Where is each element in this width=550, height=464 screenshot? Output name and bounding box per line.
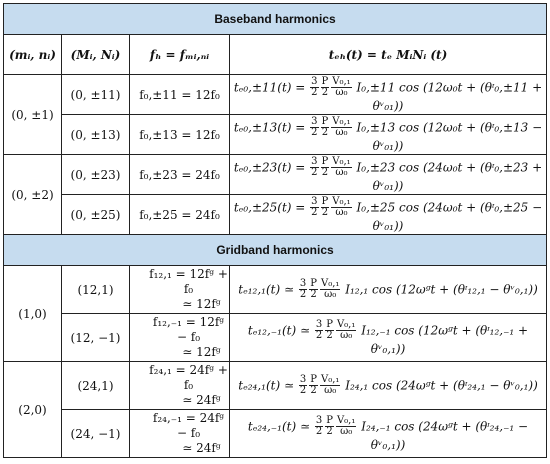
cell-MN: (12, −1) bbox=[62, 314, 130, 362]
cell-fh: f₀,±23 = 24f₀ bbox=[130, 155, 230, 195]
cell-MN: (0, ±11) bbox=[62, 75, 130, 115]
coef-p-2: $\frac{P}{2}$ bbox=[326, 318, 333, 341]
cell-mn: (0, ±2) bbox=[4, 155, 62, 235]
cell-MN: (12,1) bbox=[62, 266, 130, 314]
table-row bbox=[4, 115, 547, 155]
cell-te: tₑ₂₄,₋₁(t) ≃ $\frac{3}{2}$ $\frac{P}{2}$ $\frac{\text{V₀,₁}}{\text{ω₀}}$ I₂₄,₋₁ cos (24ωᵍt + (θᶦ₂₄,₋₁ − θᵛ₀,₁)) bbox=[230, 410, 547, 458]
cell-te: tₑ₁₂,₋₁(t) ≃ $\frac{3}{2}$ $\frac{P}{2}$ $\frac{\text{V₀,₁}}{\text{ω₀}}$ I₁₂,₋₁ cos (12ωᵍt + (θᶦ₁₂,₋₁ + θᵛ₀,₁)) bbox=[230, 314, 547, 362]
cell-fh: f₀,±25 = 24f₀ bbox=[130, 195, 230, 235]
cell-te: tₑ₀,±25(t) = $\frac{3}{2}$ $\frac{P}{2}$ $\frac{\text{V₀,₁}}{\text{ω₀}}$ I₀,±25 cos (24ω₀t + (θᶦ₀,±25 − θᵛ₀₁)) bbox=[230, 195, 547, 235]
cell-mn: (0, ±1) bbox=[4, 75, 62, 155]
coef-v-w: $\frac{\text{V₀,₁}}{\text{ω₀}}$ bbox=[336, 414, 356, 437]
cell-MN: (24,1) bbox=[62, 362, 130, 410]
table-row bbox=[4, 155, 547, 195]
coef-v-w: $\frac{\text{V₀,₁}}{\text{ω₀}}$ bbox=[320, 277, 340, 300]
cell-te: tₑ₂₄,₁(t) ≃ $\frac{3}{2}$ $\frac{P}{2}$ $\frac{\text{V₀,₁}}{\text{ω₀}}$ I₂₄,₁ cos (24ωᵍt + (θᶦ₂₄,₁ − θᵛ₀,₁)) bbox=[230, 362, 547, 410]
coef-p-2: $\frac{P}{2}$ bbox=[321, 115, 329, 138]
coef-3-2: $\frac{3}{2}$ bbox=[311, 155, 318, 178]
cell-fh: f₀,±11 = 12f₀ bbox=[130, 75, 230, 115]
coef-3-2: $\frac{3}{2}$ bbox=[299, 373, 307, 396]
gridband-title: Gridband harmonics bbox=[4, 235, 547, 266]
cell-fh: f₂₄,₁ = 24fᵍ + f₀ ≃ 24fᵍ bbox=[130, 362, 230, 410]
coef-p-2: $\frac{P}{2}$ bbox=[326, 414, 333, 437]
coef-3-2: $\frac{3}{2}$ bbox=[315, 414, 323, 437]
coef-p-2: $\frac{P}{2}$ bbox=[310, 277, 317, 300]
coef-p-2: $\frac{P}{2}$ bbox=[321, 155, 329, 178]
coef-p-2: $\frac{P}{2}$ bbox=[321, 195, 329, 218]
coef-3-2: $\frac{3}{2}$ bbox=[299, 277, 307, 300]
coef-3-2: $\frac{3}{2}$ bbox=[311, 75, 318, 98]
table-row bbox=[4, 266, 547, 314]
table-row bbox=[4, 314, 547, 362]
coef-p-2: $\frac{P}{2}$ bbox=[321, 75, 329, 98]
cell-te: tₑ₀,±23(t) = $\frac{3}{2}$ $\frac{P}{2}$ $\frac{\text{V₀,₁}}{\text{ω₀}}$ I₀,±23 cos (24ω₀t + (θᶦ₀,±23 + θᵛ₀₁)) bbox=[230, 155, 547, 195]
cell-fh: f₂₄,₋₁ = 24fᵍ − f₀ ≃ 24fᵍ bbox=[130, 410, 230, 458]
cell-mn: (2,0) bbox=[4, 362, 62, 458]
cell-MN: (24, −1) bbox=[62, 410, 130, 458]
table-row bbox=[4, 362, 547, 410]
coef-3-2: $\frac{3}{2}$ bbox=[315, 318, 323, 341]
cell-MN: (0, ±23) bbox=[62, 155, 130, 195]
coef-v-w: $\frac{\text{V₀,₁}}{\text{ω₀}}$ bbox=[332, 195, 351, 218]
baseband-body bbox=[4, 75, 547, 235]
header-fh: fₕ = fₘᵢ,ₙᵢ bbox=[130, 35, 230, 75]
table-row bbox=[4, 195, 547, 235]
coef-v-w: $\frac{\text{V₀,₁}}{\text{ω₀}}$ bbox=[332, 75, 351, 98]
coef-v-w: $\frac{\text{V₀,₁}}{\text{ω₀}}$ bbox=[336, 318, 356, 341]
gridband-body bbox=[4, 266, 547, 458]
coef-3-2: $\frac{3}{2}$ bbox=[311, 115, 318, 138]
cell-fh: f₀,±13 = 12f₀ bbox=[130, 115, 230, 155]
header-MN: (Mᵢ, Nᵢ) bbox=[62, 35, 130, 75]
coef-v-w: $\frac{\text{V₀,₁}}{\text{ω₀}}$ bbox=[332, 155, 351, 178]
cell-fh: f₁₂,₋₁ = 12fᵍ − f₀ ≃ 12fᵍ bbox=[130, 314, 230, 362]
baseband-title: Baseband harmonics bbox=[4, 4, 547, 35]
harmonics-table bbox=[3, 3, 547, 458]
table-row bbox=[4, 75, 547, 115]
cell-te: tₑ₁₂,₁(t) ≃ $\frac{3}{2}$ $\frac{P}{2}$ $\frac{\text{V₀,₁}}{\text{ω₀}}$ I₁₂,₁ cos (12ωᵍt + (θᶦ₁₂,₁ − θᵛ₀,₁)) bbox=[230, 266, 547, 314]
cell-MN: (0, ±25) bbox=[62, 195, 130, 235]
cell-te: tₑ₀,±13(t) = $\frac{3}{2}$ $\frac{P}{2}$ $\frac{\text{V₀,₁}}{\text{ω₀}}$ I₀,±13 cos (12ω₀t + (θᶦ₀,±13 − θᵛ₀₁)) bbox=[230, 115, 547, 155]
header-te: tₑₕ(t) = tₑ MᵢNᵢ (t) bbox=[230, 35, 547, 75]
coef-v-w: $\frac{\text{V₀,₁}}{\text{ω₀}}$ bbox=[320, 373, 340, 396]
cell-te: tₑ₀,±11(t) = $\frac{3}{2}$ $\frac{P}{2}$ $\frac{\text{V₀,₁}}{\text{ω₀}}$ I₀,±11 cos (12ω₀t + (θᶦ₀,±11 + θᵛ₀₁)) bbox=[230, 75, 547, 115]
coef-v-w: $\frac{\text{V₀,₁}}{\text{ω₀}}$ bbox=[332, 115, 351, 138]
table-row bbox=[4, 410, 547, 458]
coef-p-2: $\frac{P}{2}$ bbox=[310, 373, 317, 396]
cell-fh: f₁₂,₁ = 12fᵍ + f₀ ≃ 12fᵍ bbox=[130, 266, 230, 314]
cell-MN: (0, ±13) bbox=[62, 115, 130, 155]
header-mn: (mᵢ, nᵢ) bbox=[4, 35, 62, 75]
coef-3-2: $\frac{3}{2}$ bbox=[311, 195, 318, 218]
cell-mn: (1,0) bbox=[4, 266, 62, 362]
